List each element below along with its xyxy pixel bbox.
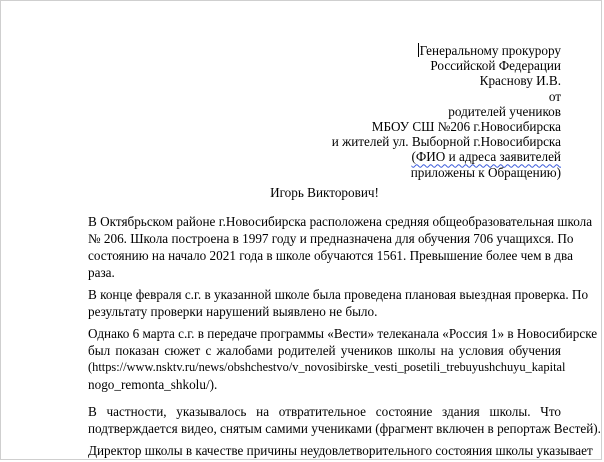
paragraph-line: состоянию на начало 2021 года в школе обучаются 1561. Превышение более чем в два — [88, 248, 573, 263]
paragraph-line: Директор школы в качестве причины неудовлетворительного состояния школы указывает — [88, 443, 593, 458]
paragraph-line: nogo_remonta_shkolu/). — [88, 377, 218, 392]
paragraph-line: (https://www.nsktv.ru/news/obshchestvo/v_novosibirske_vesti_posetili_trebuyushchuyu_kapital — [88, 360, 566, 374]
paragraph-line: В конце февраля с.г. в указанной школе была проведена плановая выездная проверка. По — [88, 287, 589, 302]
text-cursor — [418, 43, 419, 57]
paragraph-line: был показан сюжет с жалобами родителей учеников школы на условия обучения — [88, 343, 561, 358]
paragraph-3 — [88, 325, 598, 393]
paragraph-line: В Октябрьском районе г.Новосибирска расположена средняя общеобразовательная школа — [88, 214, 593, 229]
header-line: родителей учеников — [448, 103, 561, 119]
paragraph-line: Однако 6 марта с.г. в передаче программы «Вести» телеканала «Россия 1» в Новосибирске — [88, 326, 598, 341]
header-line: МБОУ СШ №206 г.Новосибирска — [371, 119, 561, 135]
header-line: Генеральному прокурору — [419, 43, 561, 58]
paragraph-line: подтверждается видео, снятым самими учениками (фрагмент включен в репортаж Вестей). — [88, 421, 601, 436]
header-line: Российской Федерации — [430, 58, 561, 74]
header-line: (ФИО и адреса заявителей — [411, 149, 561, 165]
header-line: приложены к Обращению) — [410, 164, 561, 180]
paragraph-line: результату проверки нарушений выявлено не было. — [88, 304, 378, 319]
header-line: и жителей ул. Выборной г.Новосибирска — [331, 134, 561, 150]
paragraph-5 — [88, 442, 593, 459]
paragraph-4 — [88, 403, 601, 437]
addressee-block — [301, 43, 561, 180]
header-line: от — [548, 88, 561, 104]
paragraph-line: В частности, указывалось на отвратительное состояние здания школы. Что — [88, 404, 561, 419]
paragraph-line: № 206. Школа построена в 1997 году и предназначена для обучения 706 учащихся. По — [88, 231, 574, 246]
paragraph-line: раза. — [88, 265, 115, 280]
paragraph-1 — [88, 213, 593, 281]
paragraph-2 — [88, 286, 589, 320]
salutation: Игорь Викторович! — [270, 185, 379, 200]
header-line: Краснову И.В. — [479, 73, 561, 89]
